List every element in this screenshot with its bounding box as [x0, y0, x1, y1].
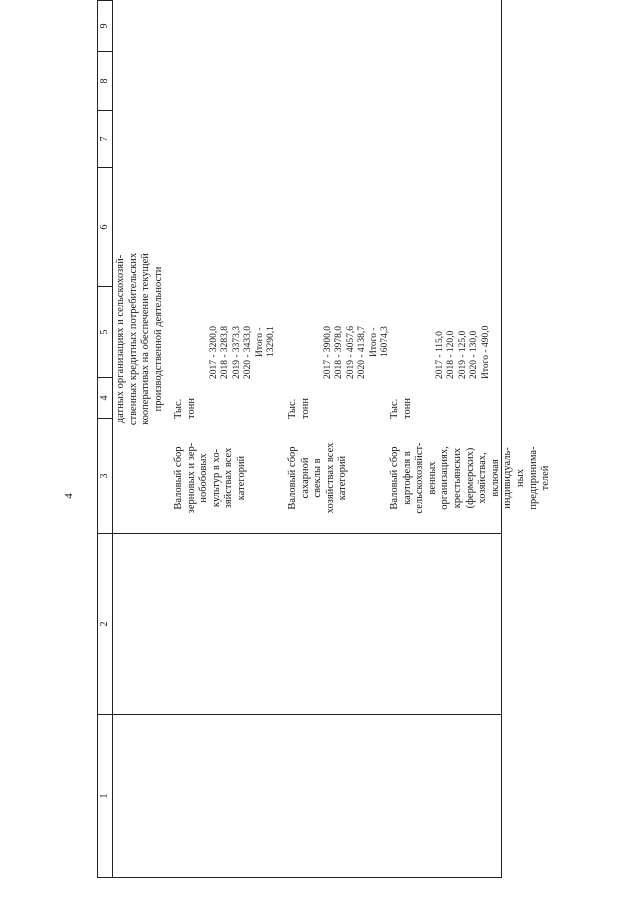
indicator-unit-sugar-beet: Тыс. тонн [287, 398, 311, 419]
table-cell [113, 715, 502, 878]
column-number-row [98, 0, 113, 878]
indicator-name-grain: Валовый сбор зерновых и зер- нобобовых культур в хо- зяйствах всех категорий [173, 442, 247, 514]
column-number: 8 [98, 52, 113, 111]
column-number: 5 [98, 287, 113, 378]
column-number: 3 [98, 419, 113, 534]
indicator-unit-potatoes: Тыс. тонн [389, 398, 413, 419]
indicator-values-potatoes: 2017 - 115,0 2018 - 120,0 2019 - 125,0 2020 - 130,0 Итого - 490,0 [435, 325, 491, 379]
indicator-values-grain: 2017 - 3200,0 2018 - 3283,8 2019 - 3373,3 2020 - 3433,0 Итого - 13290,1 [209, 325, 276, 379]
column-number: 1 [98, 715, 113, 878]
indicator-name-potatoes: Валовый сбор картофеля в сельскохозяйст- венных организациях, крестьянских (фермерских) хозяйствах, включая индивидуаль- ных предпринима- телей [389, 442, 552, 514]
column-number [98, 0, 113, 1]
table-cell [113, 0, 552, 534]
column-number: 2 [98, 534, 113, 715]
column-number: 4 [98, 378, 113, 419]
column-number: 6 [98, 168, 113, 287]
column-number: 9 [98, 1, 113, 52]
indicator-name-sugar-beet: Валовый сбор сахарной свеклы в хозяйствах всех категорий [287, 442, 349, 514]
indicator-unit-grain: Тыс. тонн [173, 398, 197, 419]
table-cell [113, 534, 502, 715]
document-table [97, 23, 552, 878]
page-number: 4 [62, 493, 75, 499]
table-row [113, 0, 502, 878]
indicator-values-sugar-beet: 2017 - 3900,0 2018 - 3978,0 2019 - 4057,6 2020 - 4138,7 Итого - 16074,3 [323, 325, 390, 379]
column-number: 7 [98, 111, 113, 168]
measure-description: датных организациях и сельскохозяй- ственных кредитных потребительских кооперативах на обеспечение текущей производственной деятельности [115, 252, 164, 426]
